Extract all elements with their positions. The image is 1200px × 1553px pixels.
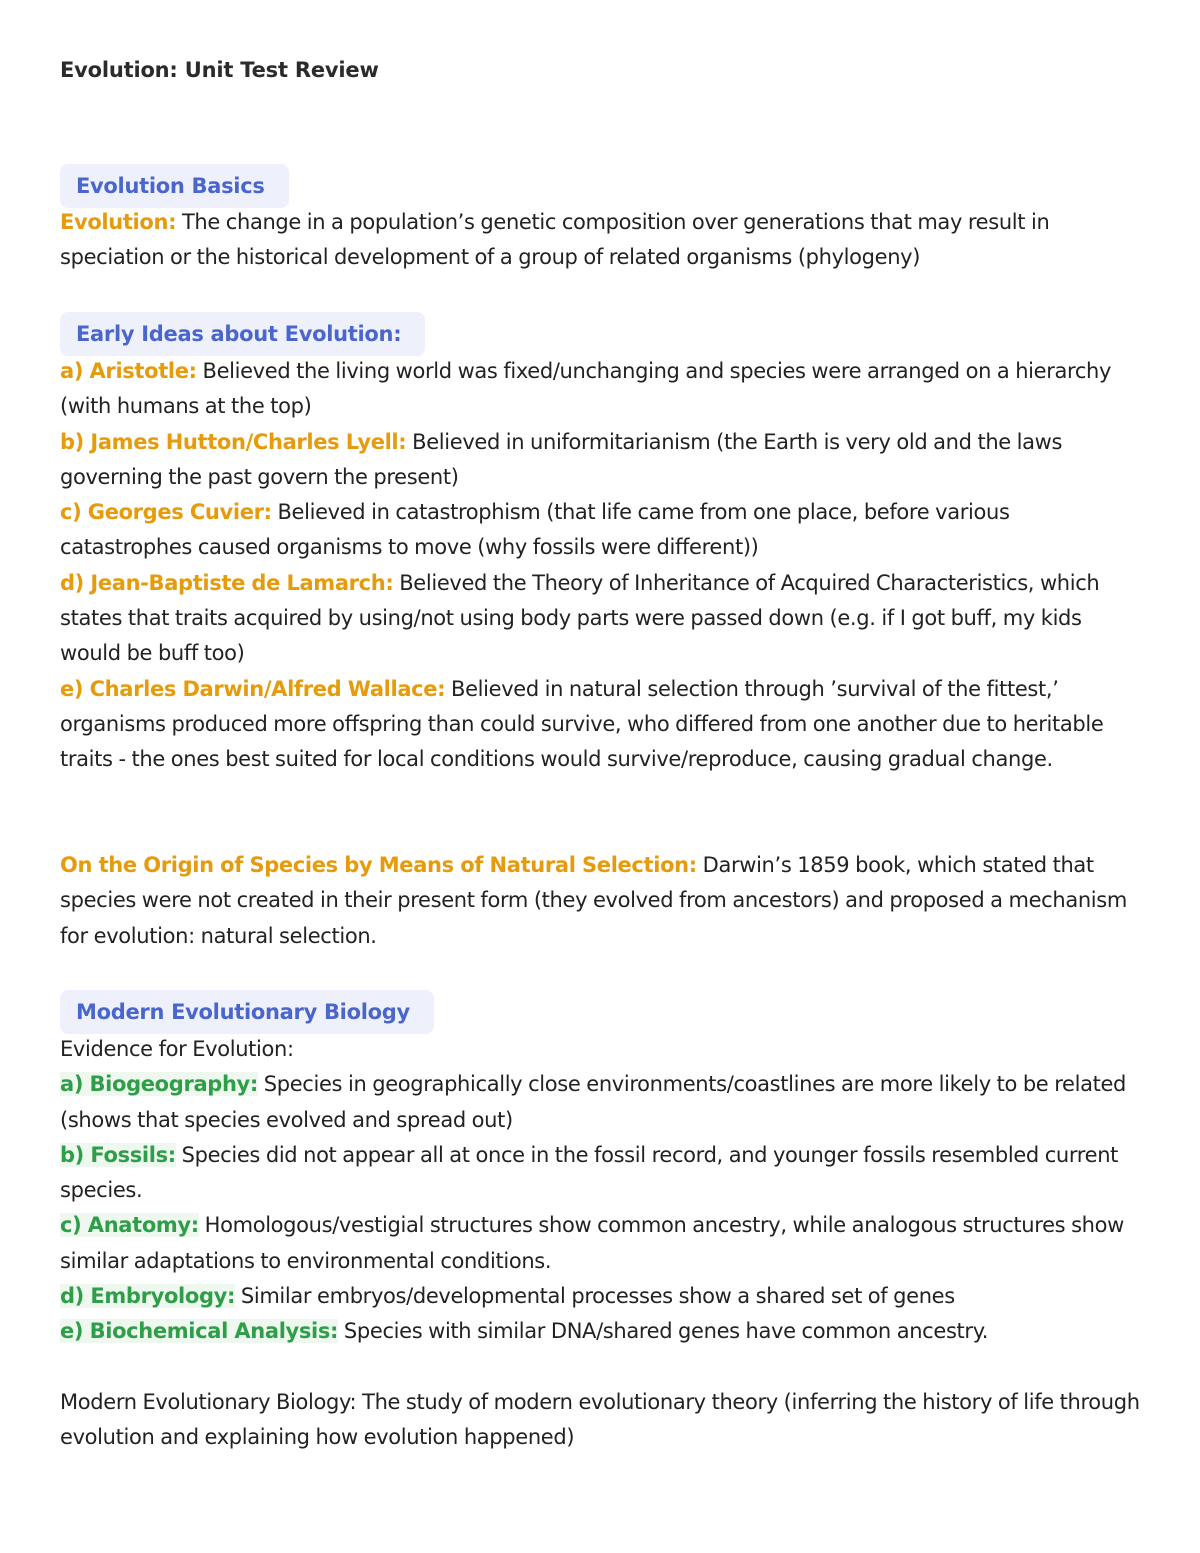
item-label: c) Anatomy: <box>60 1213 199 1238</box>
item-text: Homologous/vestigial structures show common ancestry, while analogous structures show similar adaptations to environmental conditions. <box>60 1213 1124 1273</box>
term-label: Evolution: <box>60 210 177 234</box>
modern-summary <box>60 1385 1140 1456</box>
item-text: Species did not appear all at once in the fossil record, and younger fossils resembled current species. <box>60 1142 1119 1203</box>
item-text: Believed in natural selection through ’survival of the fittest,’ organisms produced more offspring than could survive, who differed from one another due to heritable traits - the ones best suited for local conditions would survive/reproduce, causing gradual change. <box>60 676 1104 772</box>
list-item <box>60 1067 1140 1138</box>
section-heading-evolution-basics: Evolution Basics <box>60 164 289 208</box>
term-text: The change in a population’s genetic composition over generations that may result in speciation or the historical development of a group of related organisms (phylogeny) <box>60 210 1050 270</box>
item-label: e) Biochemical Analysis: <box>60 1319 339 1344</box>
list-item <box>60 1279 1140 1314</box>
list-item <box>60 1138 1140 1209</box>
list-item <box>60 495 1140 566</box>
item-text: Similar embryos/developmental processes show a shared set of genes <box>235 1284 955 1309</box>
evolution-definition <box>60 205 1140 276</box>
summary-text: Modern Evolutionary Biology: The study of modern evolutionary theory (inferring the history of life through evolution and explaining how evolution happened) <box>60 1390 1140 1450</box>
origin-text: Darwin’s 1859 book, which stated that species were not created in their present form (they evolved from ancestors) and proposed a mechanism for evolution: natural selection. <box>60 853 1127 948</box>
list-item <box>60 672 1140 778</box>
item-label: c) Georges Cuvier: <box>60 500 272 525</box>
list-item <box>60 1208 1140 1279</box>
origin-label: On the Origin of Species by Means of Natural Selection: <box>60 853 697 877</box>
section-heading-early-ideas: Early Ideas about Evolution: <box>60 312 425 356</box>
item-label: d) Embryology: <box>60 1284 236 1309</box>
item-text: Species in geographically close environments/coastlines are more likely to be related (shows that species evolved and spread out) <box>60 1072 1127 1132</box>
item-text: Believed the living world was fixed/unchanging and species were arranged on a hierarchy (with humans at the top) <box>60 359 1112 419</box>
item-label: a) Aristotle: <box>60 359 197 383</box>
item-label: a) Biogeography: <box>60 1072 258 1097</box>
early-ideas-list <box>60 354 1140 778</box>
item-text: Believed in uniformitarianism (the Earth is very old and the laws governing the past govern the present) <box>60 429 1063 489</box>
list-item <box>60 354 1140 425</box>
list-item <box>60 1314 1140 1349</box>
origin-of-species <box>60 848 1140 954</box>
item-text: Believed the Theory of Inheritance of Acquired Characteristics, which states that traits acquired by using/not using body parts were passed down (e.g. if I got buff, my kids would be buff too) <box>60 570 1100 666</box>
list-item <box>60 425 1140 496</box>
list-item <box>60 566 1140 672</box>
item-label: d) Jean-Baptiste de Lamarch: <box>60 570 394 595</box>
evidence-intro: Evidence for Evolution: <box>60 1037 294 1061</box>
document-title: Evolution: Unit Test Review <box>60 58 379 82</box>
item-label: b) Fossils: <box>60 1142 176 1167</box>
item-label: b) James Hutton/Charles Lyell: <box>60 429 407 454</box>
evidence-list <box>60 1032 1140 1350</box>
section-heading-modern-evolutionary-biology: Modern Evolutionary Biology <box>60 990 434 1034</box>
item-text: Believed in catastrophism (that life came from one place, before various catastrophes caused organisms to move (why fossils were different)) <box>60 500 1010 560</box>
item-text: Species with similar DNA/shared genes have common ancestry. <box>338 1319 989 1344</box>
item-label: e) Charles Darwin/Alfred Wallace: <box>60 676 446 701</box>
